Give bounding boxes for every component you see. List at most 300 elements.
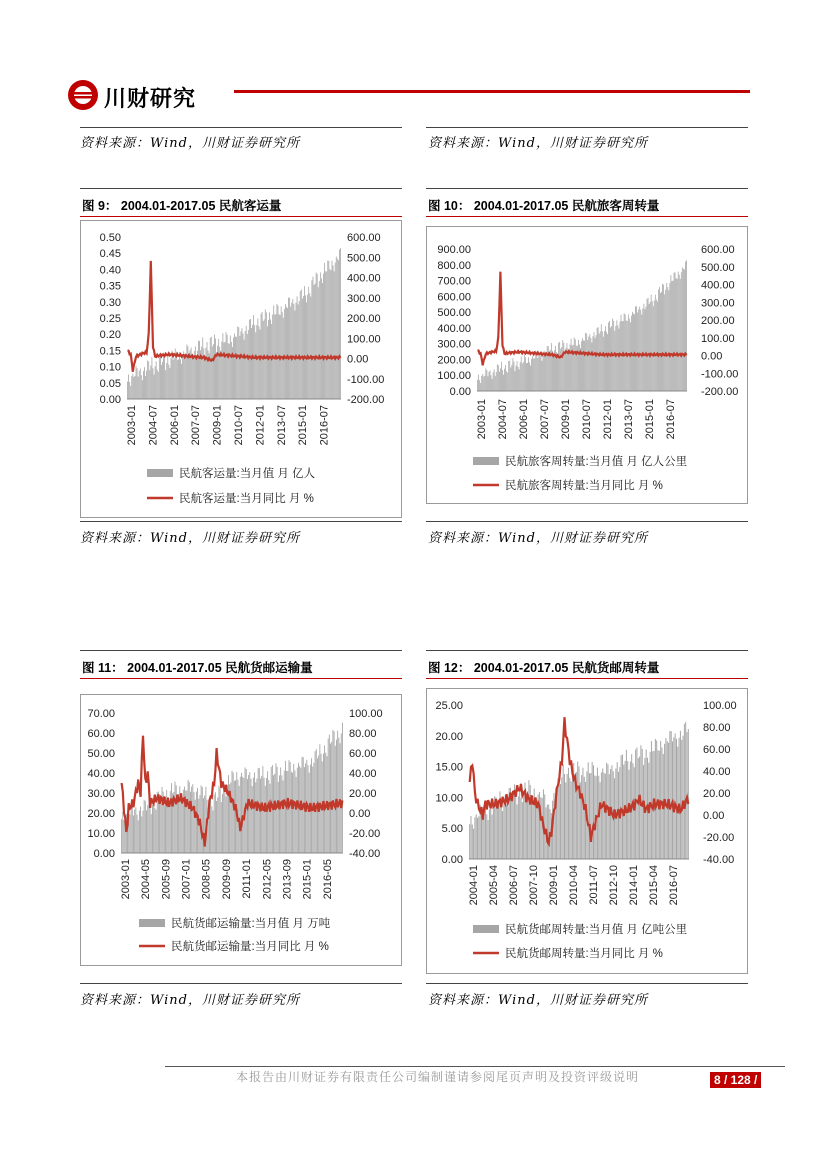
left-axis-tick-label: 5.00 [441,823,463,836]
bar [597,768,598,859]
bar [147,805,148,853]
bar [147,360,148,399]
bar [671,731,672,859]
bar [522,363,523,391]
bar [581,775,582,859]
bar [324,745,325,853]
bar [310,297,311,399]
bar [326,271,327,399]
left-axis-tick-label: 25.00 [435,700,463,712]
bar [469,824,470,859]
bar [577,762,578,859]
bar [532,796,533,859]
bar [165,797,166,853]
bar [179,352,180,399]
bar [301,289,302,399]
bar [532,356,533,391]
bar [489,809,490,859]
bar [497,364,498,391]
bar [122,812,123,853]
bar [340,743,341,853]
bar [192,354,193,399]
bar [537,358,538,391]
bar [585,782,586,859]
bar [188,780,189,853]
bar [651,295,652,391]
bar [196,792,197,853]
bar [648,298,649,391]
bar [658,290,659,391]
left-axis-tick-label: 60.00 [87,728,115,740]
bar [602,768,603,859]
bar [176,352,177,399]
bar [340,248,341,399]
bar [240,777,241,853]
left-axis-tick-label: 20.00 [435,730,463,743]
bar [218,786,219,853]
bar [207,342,208,399]
bar [165,370,166,399]
bar [211,806,212,853]
bar [657,302,658,391]
bar [511,365,512,391]
bar [322,283,323,399]
bar [172,351,173,399]
bar [473,829,474,859]
bar [299,301,300,399]
right-axis-tick-label: 40.00 [703,766,731,778]
bar [188,346,189,399]
bar [292,773,293,853]
bar [564,774,565,859]
bar [592,762,593,859]
bar [656,299,657,391]
bar [327,261,328,399]
bar [287,771,288,853]
bar [135,376,136,399]
bar [222,333,223,399]
bar [317,274,318,399]
left-axis-tick-label: 10.00 [87,828,115,840]
chart-figure-11 [80,694,402,966]
bar [519,789,520,859]
bar [337,731,338,853]
bar [140,369,141,399]
bar [170,368,171,399]
legend-swatch-bar [147,469,173,477]
bar [685,722,686,859]
bar [214,795,215,853]
bar [309,773,310,853]
bar [615,326,616,391]
title-underline [80,216,402,217]
right-axis-tick-label: 20.00 [349,788,377,800]
bar [198,341,199,399]
bar [323,273,324,399]
bar [121,819,122,853]
bar [492,379,493,391]
bar [307,295,308,399]
bar [156,361,157,399]
bar [217,797,218,853]
bar [234,781,235,853]
bar [182,354,183,399]
bar [653,306,654,391]
bar [139,371,140,399]
bar [141,816,142,853]
bar [638,758,639,859]
x-axis-tick-label: 2010-07 [581,399,593,440]
x-axis-tick-label: 2016-07 [665,399,677,440]
x-axis-tick-label: 2009-01 [548,865,560,906]
legend-label: 民航货邮周转量:当月同比 月 % [505,948,663,960]
bar [491,375,492,391]
bar [683,269,684,391]
bar [139,811,140,853]
bar [559,342,560,391]
bar [542,798,543,859]
bar [488,376,489,391]
bar [338,260,339,399]
bar [178,794,179,853]
bar [493,372,494,391]
bar [137,815,138,853]
bar [283,780,284,853]
right-axis-tick-label: -100.00 [347,373,385,386]
bar [230,335,231,399]
bar [265,309,266,399]
bar [245,331,246,399]
legend-label: 民航客运量:当月值 月 亿人 [179,468,316,480]
legend-label: 民航旅客周转量:当月同比 月 % [505,480,663,492]
bar [273,305,274,399]
bar [148,361,149,399]
left-axis-tick-label: 70.00 [87,708,115,720]
bar [259,326,260,399]
bar [496,372,497,391]
bar [335,263,336,399]
bar [603,337,604,391]
left-axis-tick-label: 0.05 [99,377,121,390]
bar [526,793,527,859]
bar [226,332,227,399]
bar [303,296,304,399]
bar [646,750,647,859]
left-axis-tick-label: 50.00 [87,748,115,760]
bar [157,370,158,399]
bar [138,820,139,853]
bar [686,260,687,391]
bar [228,775,229,853]
source-note: 资料来源：Wind，川财证券研究所 [428,531,648,546]
bar [271,324,272,399]
source-note: 资料来源：Wind，川财证券研究所 [80,993,300,1008]
bar [664,294,665,391]
divider [426,983,748,984]
bar [685,261,686,391]
bar [584,777,585,859]
bar [505,365,506,391]
brand-name: 川财研究 [104,87,197,112]
bar [604,773,605,859]
bar [561,777,562,859]
bar [270,784,271,853]
bar [601,772,602,859]
divider [80,188,402,189]
right-axis-tick-label: 0.00 [347,353,369,366]
right-axis-tick-label: 0.00 [349,808,371,820]
bar [253,778,254,853]
bar [679,275,680,391]
x-axis-tick-label: 2015-01 [297,405,310,446]
bar [490,370,491,391]
right-axis-tick-label: 60.00 [349,748,377,760]
left-axis-tick-label: 0.00 [93,848,115,860]
bar [140,807,141,853]
bar [610,327,611,391]
bar [523,362,524,391]
x-axis-tick-label: 2012-01 [254,405,267,446]
divider [426,521,748,522]
bar [502,811,503,859]
bar [167,357,168,399]
bar [180,359,181,399]
bar [229,344,230,399]
right-axis-tick-label: 20.00 [703,788,731,800]
bar [594,332,595,391]
bar [184,787,185,853]
bar [584,341,585,391]
bar [228,343,229,399]
bar [675,272,676,391]
bar [525,357,526,391]
bar [333,266,334,399]
bar [221,802,222,853]
bar [336,257,337,399]
left-axis-tick-label: 0.15 [99,345,121,358]
left-axis-tick-label: 800.00 [437,259,471,272]
x-axis-tick-label: 2007-01 [180,859,193,900]
right-axis-tick-label: -20.00 [349,828,381,840]
bar [215,792,216,853]
bar [645,309,646,391]
bar [328,261,329,399]
bar [290,306,291,399]
bar [661,292,662,391]
bar [678,272,679,391]
bar [134,809,135,853]
bar [249,772,250,853]
bar [527,363,528,391]
bar [206,348,207,399]
bar [660,293,661,391]
bar [181,364,182,399]
bar [511,798,512,859]
bar [633,763,634,859]
title-underline [426,678,748,679]
left-axis-tick-label: 400.00 [437,322,471,335]
x-axis-tick-label: 2004-07 [147,405,160,446]
bar [589,334,590,391]
bar [487,370,488,391]
right-axis-tick-label: 500.00 [701,261,735,274]
right-axis-tick-label: 600.00 [701,244,735,256]
bar [304,286,305,399]
bar [503,375,504,391]
bar [485,368,486,391]
bar [264,319,265,399]
bar [684,724,685,859]
bar [194,792,195,853]
bar [484,376,485,391]
bar [128,375,129,399]
bar [293,304,294,399]
bar [186,344,187,399]
bar [132,374,133,399]
bar [213,344,214,399]
bar [247,779,248,853]
right-axis-tick-label: 200.00 [701,315,735,327]
bar [643,304,644,391]
bar [492,815,493,859]
bar [222,794,223,853]
legend-swatch-bar [473,457,499,465]
bar [249,320,250,399]
bar [297,768,298,853]
bar [534,358,535,391]
bar [601,324,602,391]
bar [599,334,600,391]
bar [309,293,310,399]
x-axis-tick-label: 2006-07 [508,865,520,906]
bar [517,805,518,859]
bar [663,285,664,391]
bar [334,271,335,399]
bar [583,340,584,391]
bar [543,354,544,391]
bar [485,807,486,859]
left-axis-tick-label: 0.00 [441,854,463,866]
bar [262,312,263,399]
bar [321,278,322,399]
bar [255,332,256,399]
bar [331,742,332,853]
bar [158,372,159,399]
bar [647,299,648,391]
bar [220,351,221,399]
bar [145,801,146,853]
bar [202,787,203,853]
bar [150,808,151,853]
left-axis-tick-label: 0.45 [99,248,121,261]
bar [184,355,185,399]
x-axis-tick-label: 2016-07 [668,865,680,906]
bar [676,278,677,391]
chart-figure-9 [80,220,402,518]
bar [252,786,253,853]
bar [598,327,599,391]
bar [680,731,681,859]
bar [243,333,244,399]
bar [516,366,517,391]
bar [486,814,487,859]
bar [256,325,257,399]
bar [588,762,589,859]
bar [255,782,256,853]
source-note: 资料来源：Wind，川财证券研究所 [428,136,648,151]
bar [602,332,603,391]
bar [214,335,215,399]
bar [590,338,591,391]
bar [522,802,523,859]
bar [279,775,280,853]
bar [659,287,660,391]
bar [506,805,507,859]
right-axis-tick-label: 40.00 [349,768,377,780]
right-axis-tick-label: 0.00 [703,810,725,822]
bar [269,312,270,399]
bar [159,801,160,853]
bar [291,772,292,853]
bar [152,805,153,853]
bar [144,800,145,853]
bar [332,261,333,399]
x-axis-tick-label: 2007-10 [528,865,540,906]
bar [204,355,205,399]
bar [244,340,245,399]
bar [553,793,554,859]
bar [637,312,638,391]
bar [291,303,292,399]
source-note: 资料来源：Wind，川财证券研究所 [80,531,300,546]
bar [633,314,634,391]
bar [175,782,176,853]
bar [688,729,689,859]
bar [517,361,518,391]
bar [508,361,509,391]
bar [202,337,203,399]
bar [138,377,139,399]
left-axis-tick-label: 500.00 [437,307,471,320]
source-note: 资料来源：Wind，川财证券研究所 [80,136,300,151]
right-axis-tick-label: 300.00 [347,292,381,305]
bar [600,331,601,391]
bar [567,343,568,391]
bar [295,310,296,399]
bar [145,376,146,399]
bar [513,795,514,859]
bar [316,272,317,399]
left-axis-tick-label: 30.00 [87,788,115,800]
bar [211,337,212,399]
bar [254,772,255,853]
legend-label: 民航货邮运输量:当月值 月 万吨 [171,918,331,930]
bar [216,352,217,399]
x-axis-tick-label: 2015-01 [644,399,656,440]
divider [80,983,402,984]
bar [535,351,536,391]
bar [514,362,515,391]
bar [666,283,667,391]
bar [195,346,196,399]
right-axis-tick-label: 100.00 [349,708,383,720]
bar [302,299,303,399]
left-axis-tick-label: 0.50 [99,232,121,244]
bar [288,298,289,399]
bar [329,269,330,399]
bar [332,730,333,853]
bar [540,352,541,391]
